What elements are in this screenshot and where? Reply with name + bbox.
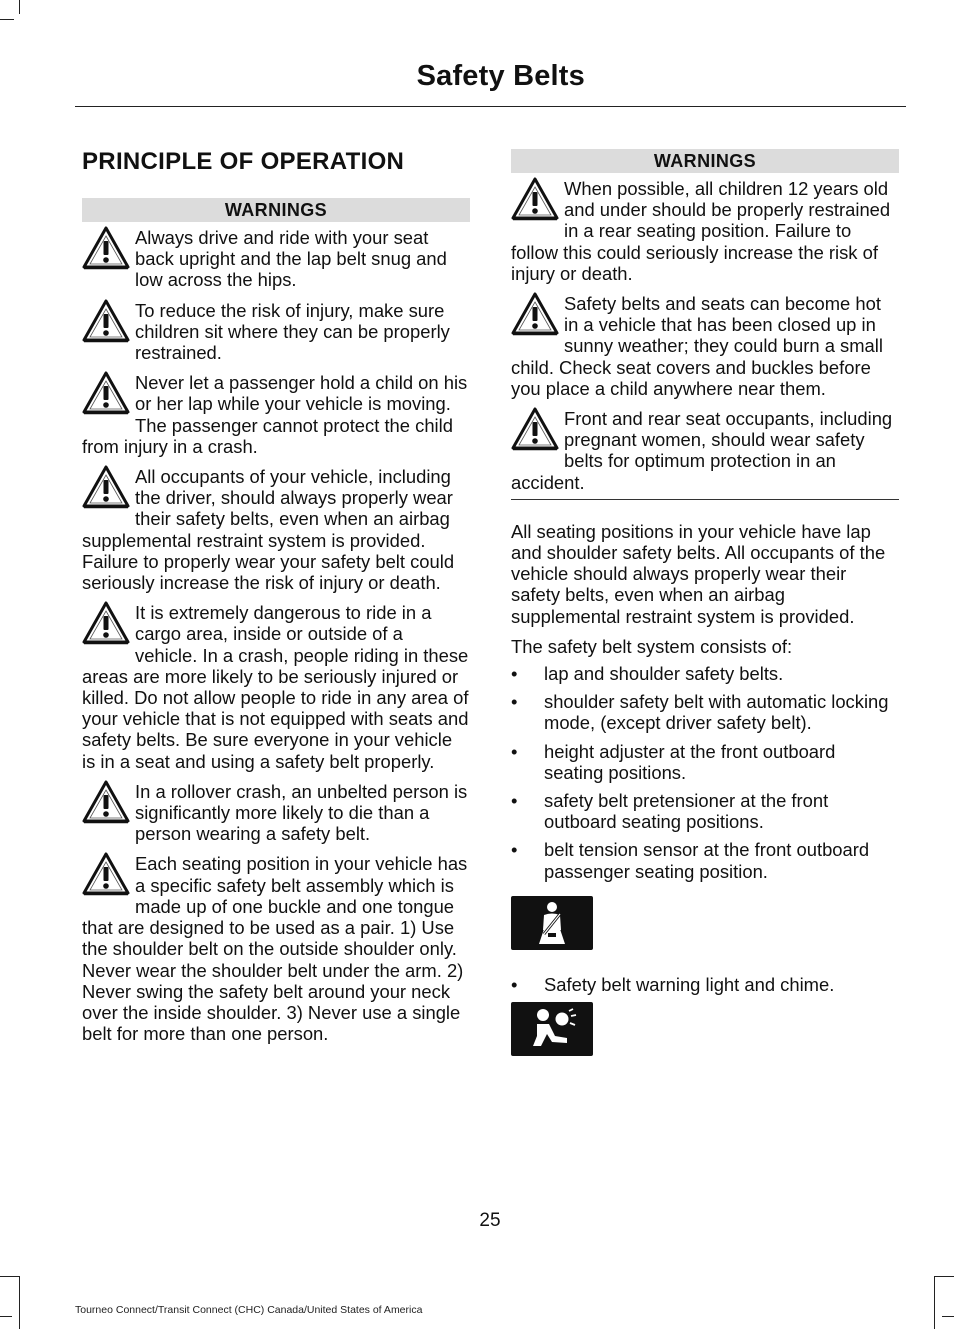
page-title: Safety Belts xyxy=(416,60,585,92)
warning-item xyxy=(82,466,470,593)
intro-paragraph: All seating positions in your vehicle have lap and shoulder safety belts. All occupants of the vehicle should always properly wear their safety belts, even when an airbag supplemental restraint system is provided. xyxy=(511,520,886,627)
list-item: • belt tension sensor at the front outboard passenger seating position. xyxy=(511,839,870,882)
warning-item xyxy=(511,408,899,493)
crop-mark xyxy=(934,1276,954,1277)
crop-mark xyxy=(19,0,20,14)
warnings-heading: WARNINGS xyxy=(82,198,470,222)
list-item: • Safety belt warning light and chime. xyxy=(511,973,835,995)
page-number: 25 xyxy=(479,1210,501,1231)
warning-text: When possible, all children 12 years old and under should be properly restrained in a rear seating position. Failure to follow this could seriously increase the risk of injury or death. xyxy=(511,178,891,284)
crop-mark xyxy=(0,1316,12,1317)
warning-text: It is extremely dangerous to ride in a cargo area, inside or outside of a vehicle. In a crash, people riding in these areas are more likely to be seriously injured or killed. Do not allow people to ride in any area of your vehicle that is not equipped with seats and safety belts. Be sure everyone in your vehicle is in a seat and using a safety belt properly. xyxy=(82,602,469,772)
warning-item xyxy=(82,853,470,1044)
warnings-list xyxy=(82,227,470,1044)
seatbelt-warning-light-icon xyxy=(511,896,593,950)
left-column xyxy=(82,198,470,1044)
consists-of-paragraph: The safety belt system consists of: xyxy=(511,635,793,657)
warning-item xyxy=(82,300,470,364)
warning-triangle-icon xyxy=(82,226,130,270)
warning-text: All occupants of your vehicle, including the driver, should always properly wear their safety belts, even when an airbag supplemental restraint system is provided. Failure to properly wear your safety belt could seriously increase the risk of injury or death. xyxy=(82,466,455,594)
warning-triangle-icon xyxy=(511,407,559,451)
warning-triangle-icon xyxy=(82,852,130,896)
bullet-list-after-icon xyxy=(511,974,899,995)
warning-triangle-icon xyxy=(511,177,559,221)
crop-mark xyxy=(0,1276,19,1277)
warning-triangle-icon xyxy=(82,601,130,645)
warning-item xyxy=(511,178,899,284)
title-divider xyxy=(75,106,906,107)
warning-text: Each seating position in your vehicle has a specific safety belt assembly which is made up of one buckle and one tongue that are designed to be used as a pair. 1) Use the shoulder belt on the outside shoulder only. Never wear the shoulder belt under the arm. 2) Never swing the safety belt around your neck over the inside shoulder. 3) Never use a single belt for more than one person. xyxy=(82,853,468,1045)
crop-mark xyxy=(942,1316,954,1317)
warning-text: Never let a passenger hold a child on his or her lap while your vehicle is moving. The passenger cannot protect the child from injury in a crash. xyxy=(82,372,468,457)
warning-item xyxy=(82,227,470,291)
warnings-list xyxy=(511,178,899,493)
warning-triangle-icon xyxy=(82,299,130,343)
airbag-warning-light-icon xyxy=(511,1002,593,1056)
crop-mark xyxy=(934,1276,935,1329)
warning-text: Always drive and ride with your seat back upright and the lap belt snug and low across the hips. xyxy=(135,227,447,291)
right-column xyxy=(511,149,899,1056)
section-title: PRINCIPLE OF OPERATION xyxy=(82,148,405,175)
warning-item xyxy=(82,372,470,457)
warning-triangle-icon xyxy=(511,292,559,336)
list-item: • safety belt pretensioner at the front outboard seating positions. xyxy=(511,790,829,833)
warning-text: In a rollover crash, an unbelted person is significantly more likely to die than a person wearing a safety belt. xyxy=(135,780,468,845)
warning-triangle-icon xyxy=(82,371,130,415)
list-item: • height adjuster at the front outboard seating positions. xyxy=(511,740,836,783)
bullet-list xyxy=(511,663,899,882)
footer-text: Tourneo Connect/Transit Connect (CHC) Canada/United States of America xyxy=(75,1304,423,1316)
warnings-heading: WARNINGS xyxy=(511,149,899,173)
warning-item xyxy=(82,602,470,772)
list-item: • shoulder safety belt with automatic locking mode, (except driver safety belt). xyxy=(511,691,889,734)
warning-text: Front and rear seat occupants, including pregnant women, should wear safety belts for optimum protection in an accident. xyxy=(511,408,893,493)
warning-item xyxy=(82,781,470,845)
list-item: • lap and shoulder safety belts. xyxy=(511,663,784,685)
warning-item xyxy=(511,293,899,399)
warning-triangle-icon xyxy=(82,780,130,824)
crop-mark xyxy=(19,1276,20,1329)
warning-triangle-icon xyxy=(82,465,130,509)
crop-mark xyxy=(0,19,14,20)
warning-text: To reduce the risk of injury, make sure children sit where they can be properly restrained. xyxy=(135,299,450,364)
warning-text: Safety belts and seats can become hot in a vehicle that has been closed up in sunny weather; they could burn a small child. Check seat covers and buckles before you place a child anywhere near them. xyxy=(511,293,883,399)
